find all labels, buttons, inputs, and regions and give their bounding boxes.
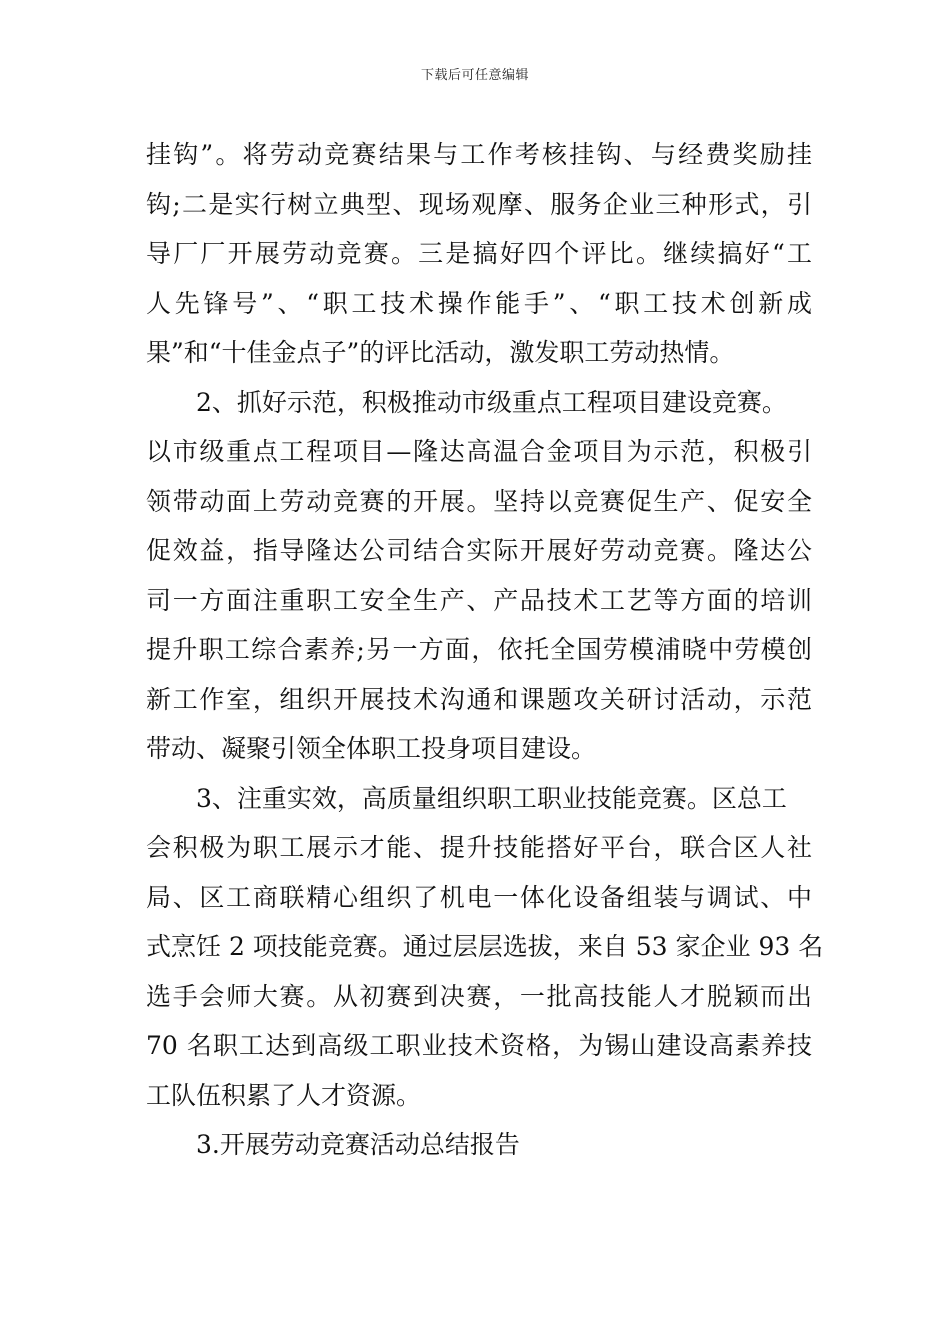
paragraph-line: 带动、凝聚引领全体职工投身项目建设。 [146,734,597,763]
paragraph-line: 果”和“十佳金点子”的评比活动，激发职工劳动热情。 [146,338,735,367]
section-title-line: 3.开展劳动竞赛活动总结报告 [196,1130,520,1159]
paragraph-line: 导厂厂开展劳动竞赛。三是搞好四个评比。继续搞好“工 [146,239,812,268]
paragraph-line: 工队伍积累了人才资源。 [146,1080,422,1110]
paragraph-line: 以市级重点工程项目—隆达高温合金项目为示范，积极引 [146,437,812,466]
paragraph-line: 会积极为职工展示才能、提升技能搭好平台，联合区人社 [146,833,812,862]
paragraph-line: 选手会师大赛。从初赛到决赛，一批高技能人才脱颖而出 [146,981,812,1011]
paragraph-line: 挂钩”。将劳动竞赛结果与工作考核挂钩、与经费奖励挂 [146,140,812,169]
section-heading-line: 2、抓好示范，积极推动市级重点工程项目建设竞赛。 [196,387,787,417]
paragraph-line: 领带动面上劳动竞赛的开展。坚持以竞赛促生产、促安全 [146,486,812,516]
paragraph-line: 新工作室，组织开展技术沟通和课题攻关研讨活动，示范 [146,684,812,714]
paragraph-line: 钩;二是实行树立典型、现场观摩、服务企业三种形式，引 [146,189,812,219]
paragraph-line: 局、区工商联精心组织了机电一体化设备组装与调试、中 [146,882,812,912]
paragraph-line: 式烹饪 2 项技能竞赛。通过层层选拔，来自 53 家企业 93 名 [146,932,824,961]
paragraph-line: 人先锋号”、“职工技术操作能手”、“职工技术创新成 [146,288,812,318]
document-body [146,130,824,1170]
page-header: 下载后可任意编辑 [420,68,529,83]
paragraph-line: 提升职工综合素养;另一方面，依托全国劳模浦晓中劳模创 [146,635,812,664]
paragraph-line: 促效益，指导隆达公司结合实际开展好劳动竞赛。隆达公 [146,536,812,565]
section-heading-line: 3、注重实效，高质量组织职工职业技能竞赛。区总工 [196,783,787,813]
paragraph-line: 司一方面注重职工安全生产、产品技术工艺等方面的培训 [146,585,812,615]
paragraph-line: 70 名职工达到高级工职业技术资格，为锡山建设高素养技 [146,1031,812,1060]
